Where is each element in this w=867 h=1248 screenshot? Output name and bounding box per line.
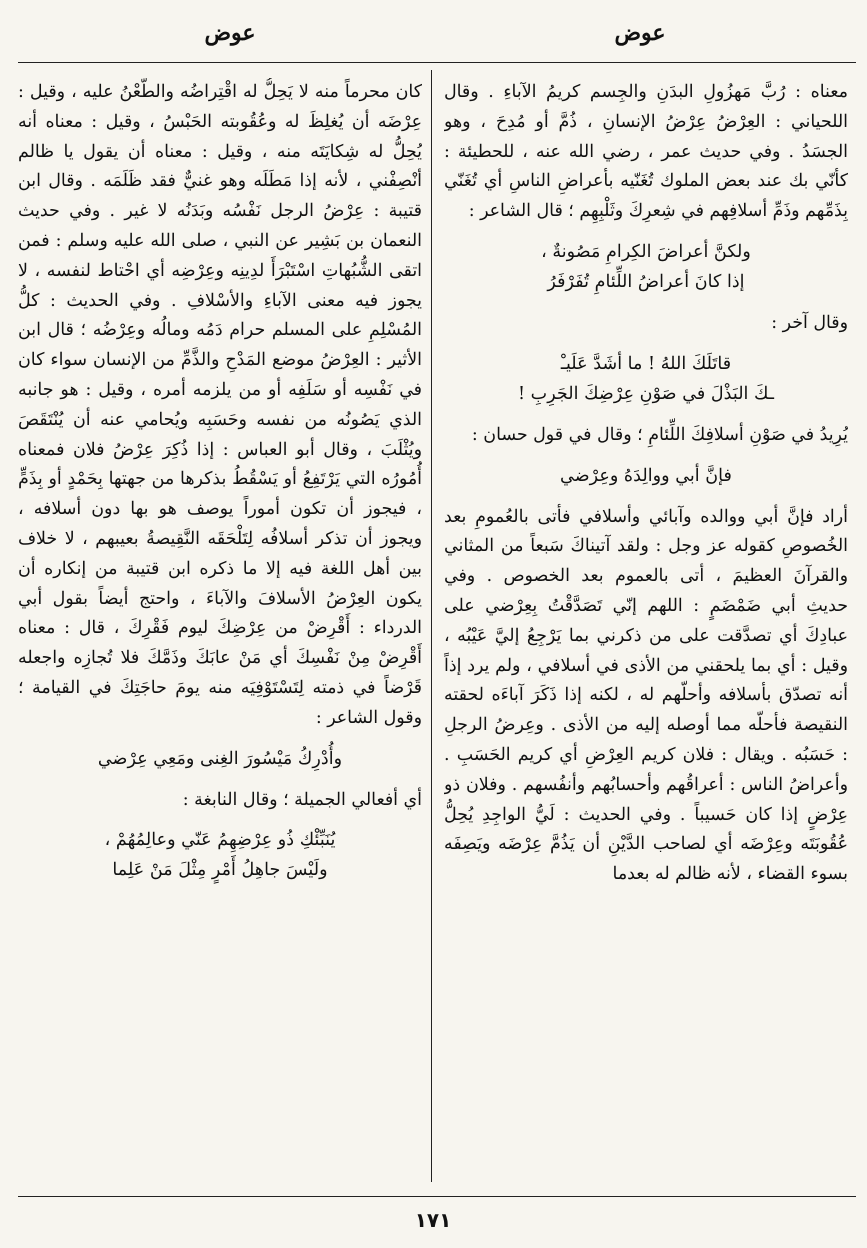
column-divider — [431, 70, 432, 1182]
bottom-rule — [18, 1196, 856, 1197]
verse-line: إذا كانَ أعراضُ اللِّئامِ تُفَرْفَرُ — [547, 271, 745, 292]
paragraph: معناه : رُبَّ مَهزُولِ البدَنِ والجِسم كريمُ الآباءِ . وقال اللحياني : العِرْضُ عِرْضُ الإنسانِ ، ذُمَّ أو مُدِحَ ، وهو الجسَدُ . وفي حديث عمر ، رضي الله عنه ، للحطيئة : كأنّي بك عند بعض الملوك تُغَنّيه بأعراضِ الناسِ أي تُغَنّي بِذَمِّهم وذَمِّ أسلافِهم في شِعرِكَ وثَلْبِهِم ؛ قال الشاعر : — [444, 82, 848, 222]
verse-line: ولكنَّ أعراضَ الكِرامِ مَصُونةٌ ، — [541, 241, 751, 262]
paragraph: وقال آخر : — [771, 312, 848, 333]
right-header-word: عوض — [614, 20, 666, 46]
verse-line: ولَيْسَ جاهِلُ أَمْرٍ مِثْلَ مَنْ عَلِما — [112, 860, 328, 881]
verse — [444, 237, 848, 297]
verse — [18, 744, 422, 774]
verse-line: فإنَّ أبي ووالِدَهُ وعِرْضي — [560, 465, 732, 486]
left-column — [18, 78, 422, 1188]
verse-line: قاتَلَكَ اللهُ ! ما أشَدَّ عَلَيـْ — [560, 353, 732, 374]
paragraph: أي أفعالي الجميلة ؛ وقال النابغة : — [182, 789, 422, 810]
verse — [444, 349, 848, 409]
page-number: ١٧١ — [414, 1208, 452, 1232]
verse-line: ـكَ البَذْلَ في صَوْنِ عِرْضِكَ الجَرِبِ ! — [517, 383, 775, 404]
verse — [18, 825, 422, 885]
right-column — [444, 78, 848, 1188]
top-rule — [18, 62, 856, 63]
paragraph: يُرِيدُ في صَوْنِ أسلافِكَ اللِّئامِ ؛ وقال في قول حسان : — [471, 424, 848, 445]
verse-line: وأُدْرِكُ مَيْسُورَ الغِنى ومَعِي عِرْضي — [97, 748, 343, 769]
paragraph: أراد فإنَّ أبي ووالده وآبائي وأسلافي فأتى بالعُمومِ بعد الخُصوصِ كقوله عز وجل : ولقد آتيناكَ سَبعاً من المثاني والقرآنَ العظيمَ ، أتى بالعموم بعد الخصوص . وفي حديثِ أبي ضَمْضَمٍ : اللهم إنّي تَصَدَّقْتُ بِعِرْضي على عبادِكَ أي تصدَّقت على من ذكرني بما يَرْجِعُ إليَّ عَيْبُه ، وقيل : أي بما يلحقني من الأذى في أسلافي ، ولم يرد إذاً أنه تصدّق بأسلافه وأحلّهم له ، لكنه إذا ذَكَرَ آباءَه لحقته النقيصة فأحلّه مما أوصله إليه من الأذى . وعِرضُ الرجلِ : حَسَبُه . ويقال : فلان كريم العِرْضِ أي كريم الحَسَبِ . وأعراضُ الناس : أعراقُهم وأحسابُهم وأنفُسهم . وفلان ذو عِرْضٍ إذا كان حَسيباً . وفي الحديث : لَيُّ الواجِدِ يُحِلُّ عُقُوبَتَه وعِرْضَه أي لصاحب الدَّيْنِ أن يَذُمَّ عِرْضَه ويَصِفَه بسوء القضاء ، لأنه ظالم له بعدما — [444, 506, 848, 885]
verse — [444, 461, 848, 491]
left-header-word: عوض — [204, 20, 256, 46]
paragraph: كان محرماً منه لا يَحِلُّ له اقْتِراضُه والطَّعْنُ عليه ، وقيل : عِرْضَه أن يُغلِظَ له وعُقُوبته الحَبْسُ ، وقيل : معناه أنه يُحِلُّ له شِكايَتَه منه ، وقيل : معناه أن يقول يا ظالم أنْصِفْني ، لأنه إذا مَطَلَه وهو غنيٌّ فقد ظَلَمَه . وقال ابن قتيبة : عِرْضُ الرجل نَفْسُه وبَدَنُه لا غير . وفي حديث النعمان بن بَشِير عن النبي ، صلى الله عليه وسلم : فمن اتقى الشُّبُهاتِ اسْتَبْرَأَ لدِينِه وعِرْضِه أي احْتاط لنفسه ، لا يجوز فيه معنى الآباءِ والأسْلافِ . وفي الحديث : كلُّ المُسْلِمِ على المسلم حرام دَمُه ومالُه وعِرْضُه ؛ قال ابن الأثير : العِرْضُ موضع المَدْحِ والذَّمِّ من الإنسان سواء كان في نَفْسِه أو سَلَفِه أو من يلزمه أمره ، وقيل : هو جانبه الذي يَصُونُه من نفسه وحَسَبِه ويُحامي عنه أن يُنْتَقَصَ ويُثْلَبَ ، وقال أبو العباس : إذا ذُكِرَ عِرْضُ فلان فمعناه أُمُورُه التي يَرْتَفِعُ أو يَسْقُطُ بذكرها من جهتها بِحَمْدٍ أو بِذَمٍّ ، فيجوز أن تكون أموراً يوصف هو بها دون أسلافه ، ويجوز أن تذكر أسلافُه لِتَلْحَقَه النَّقِيصةُ بعيبهم ، لا خلاف بين أهل اللغة فيه إلا ما ذكره ابن قتيبة من إنكاره أن يكون العِرْضُ الأسلافَ والآباءَ ، واحتج أيضاً بقول أبي الدرداء : أَقْرِضْ من عِرْضِكَ ليوم فَقْرِكَ ، قال : معناه أَقْرِضْ مِنْ نَفْسِكَ أي مَنْ عابَكَ وذَمَّكَ فلا تُجازِه واجعله قَرْضاً في ذمته لِتَسْتَوْفِيَه منه يومَ حاجَتِكَ في القيامة ؛ وقول الشاعر : — [18, 82, 422, 728]
verse-line: يُنَبِّئْكِ ذُو عِرْضِهِمُ عَنّي وعالِمُهُمْ ، — [104, 830, 336, 851]
